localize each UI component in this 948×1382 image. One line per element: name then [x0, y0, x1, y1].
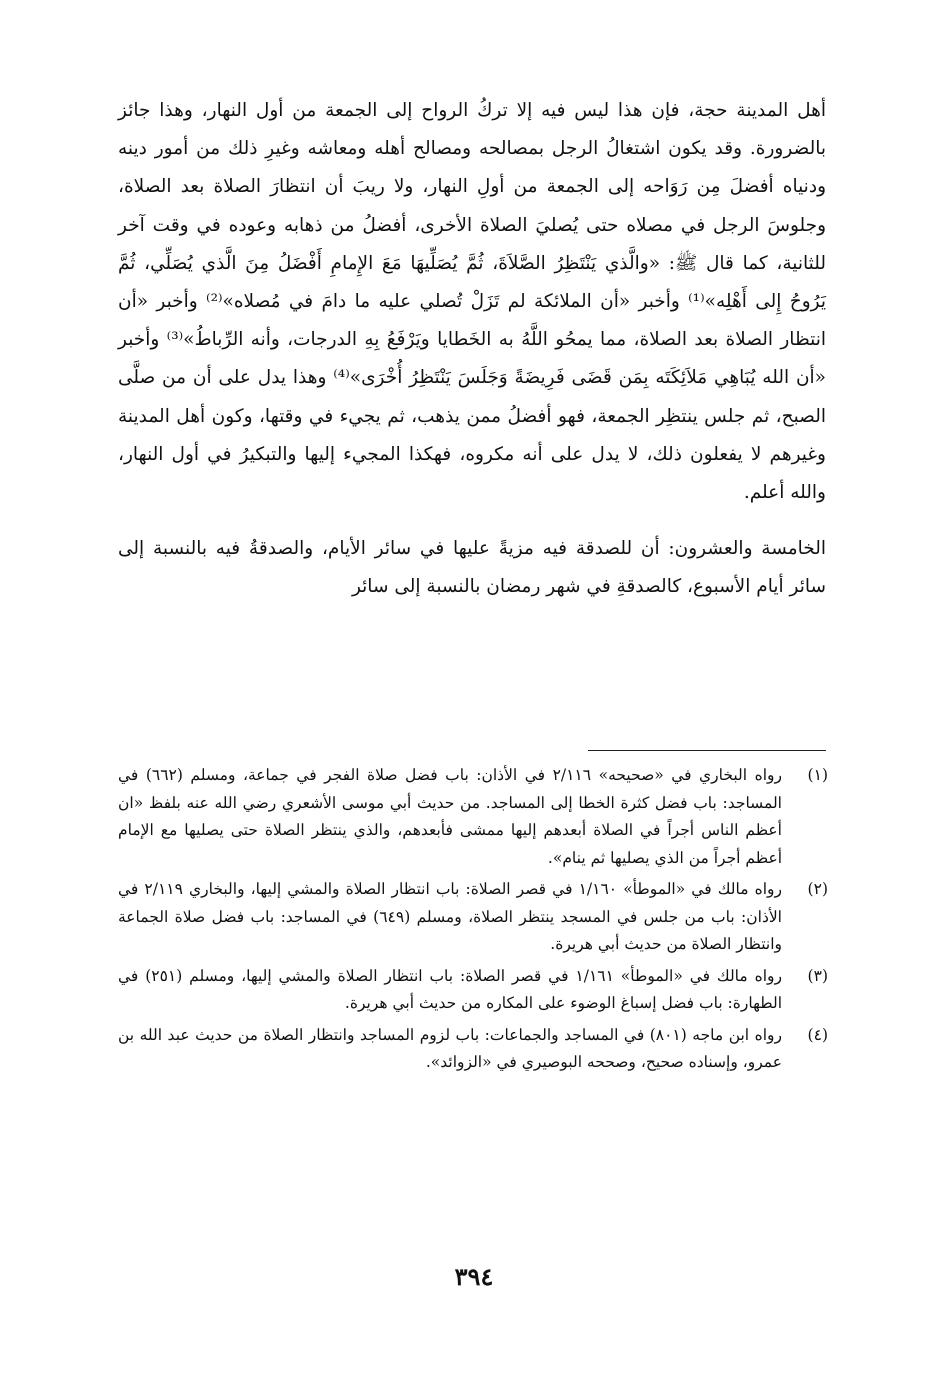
footnote-3 — [118, 963, 828, 1018]
main-text-body — [118, 92, 826, 607]
footnote-1 — [118, 762, 828, 872]
footnotes-section — [118, 762, 828, 1081]
footnote-text: رواه مالك في «الموطأ» ١/١٦١ في قصر الصلاة: باب انتظار الصلاة والمشي إليها، ومسلم (٢٥١) في الطهارة: باب فضل إسباغ الوضوء على المكاره من حديث أبي هريرة. — [118, 966, 782, 1012]
footnote-text: رواه البخاري في «صحيحه» ٢/١١٦ في الأذان: باب فضل صلاة الفجر في جماعة، ومسلم (٦٦٢) في المساجد: باب فضل كثرة الخطا إلى المساجد. من حديث أبي موسى الأشعري رضي الله عنه بلفظ «ان أعظم الناس أجراً في الصلاة أبعدهم إليها ممشى فأبعدهم، والذي ينتظر الصلاة حتى يصليها مع الإمام أعظم أجراً من الذي يصليها ثم ينام». — [118, 766, 782, 867]
footnote-number: (٤) — [807, 1025, 828, 1044]
footnote-separator — [588, 750, 826, 751]
footnote-number: (١) — [807, 766, 828, 784]
paragraph-1: أهل المدينة حجة، فإن هذا ليس فيه إلا تركُ الرواح إلى الجمعة من أول النهار، وهذا جائز بالضرورة. وقد يكون اشتغالُ الرجل بمصالحه ومصالح أهله ومعاشه وغيرِ ذلك من أمور دينه ودنياه أفضلَ مِن رَوَاحه إلى الجمعة من أولِ النهار، ولا ريبَ أن انتظارَ الصلاة بعد الصلاة، وجلوسَ الرجل في مصلاه حتى يُصليَ الصلاة الأخرى، أفضلُ من ذهابه وعوده في وقت آخر للثانية، كما قال ﷺ: «والَّذي يَنْتَظِرُ الصَّلاَةَ، ثُمَّ يُصَلِّيهَا مَعَ الإِمامِ أَفْضَلُ مِنَ الَّذي يُصَلِّي، ثُمَّ يَرُوحُ إِلى أَهْلِه»⁽¹⁾ وأخبر «أن الملائكة لم تَزَلْ تُصلي عليه ما دامَ في مُصلاه»⁽²⁾ وأخبر «أن انتظار الصلاة بعد الصلاة، مما يمحُو اللَّهُ به الخَطايا ويَرْفَعُ بِهِ الدرجات، وأنه الرِّباطُ»⁽³⁾ وأخبر «أن الله يُبَاهِي مَلاَئِكَتَه بِمَن قَضَى فَرِيضَةً وَجَلَسَ يَنْتَظِرُ أُخْرَى»⁽⁴⁾ وهذا يدل على أن من صلَّى الصبح، ثم جلس ينتظِر الجمعة، فهو أفضلُ ممن يذهب، ثم يجيء في وقتها، وكون أهل المدينة وغيرهم لا يفعلون ذلك، لا يدل على أنه مكروه، فهكذا المجيء إليها والتبكيرُ في أول النهار، والله أعلم. — [118, 100, 826, 504]
footnote-number: (٢) — [807, 880, 828, 898]
page-number: ٣٩٤ — [454, 1262, 494, 1291]
footnote-2 — [118, 876, 828, 959]
paragraph-2: الخامسة والعشرون: أن للصدقة فيه مزيةً عليها في سائر الأيام، والصدقةُ فيه بالنسبة إلى سائر أيام الأسبوع، كالصدقةِ في شهر رمضان بالنسبة إلى سائر — [118, 538, 826, 598]
footnote-text: رواه ابن ماجه (٨٠١) في المساجد والجماعات: باب لزوم المساجد وانتظار الصلاة من حديث عبد الله بن عمرو، وإسناده صحيح، وصححه البوصيري في «الزوائد». — [118, 1025, 782, 1071]
footnote-4 — [118, 1022, 828, 1077]
footnote-number: (٣) — [807, 966, 828, 985]
footnote-text: رواه مالك في «الموطأ» ١/١٦٠ في قصر الصلاة: باب انتظار الصلاة والمشي إليها، والبخاري ٢/١١٩ في الأذان: باب من جلس في المسجد ينتظر الصلاة، ومسلم (٦٤٩) في المساجد: باب فضل صلاة الجماعة وانتظار الصلاة من حديث أبي هريرة. — [118, 880, 782, 953]
